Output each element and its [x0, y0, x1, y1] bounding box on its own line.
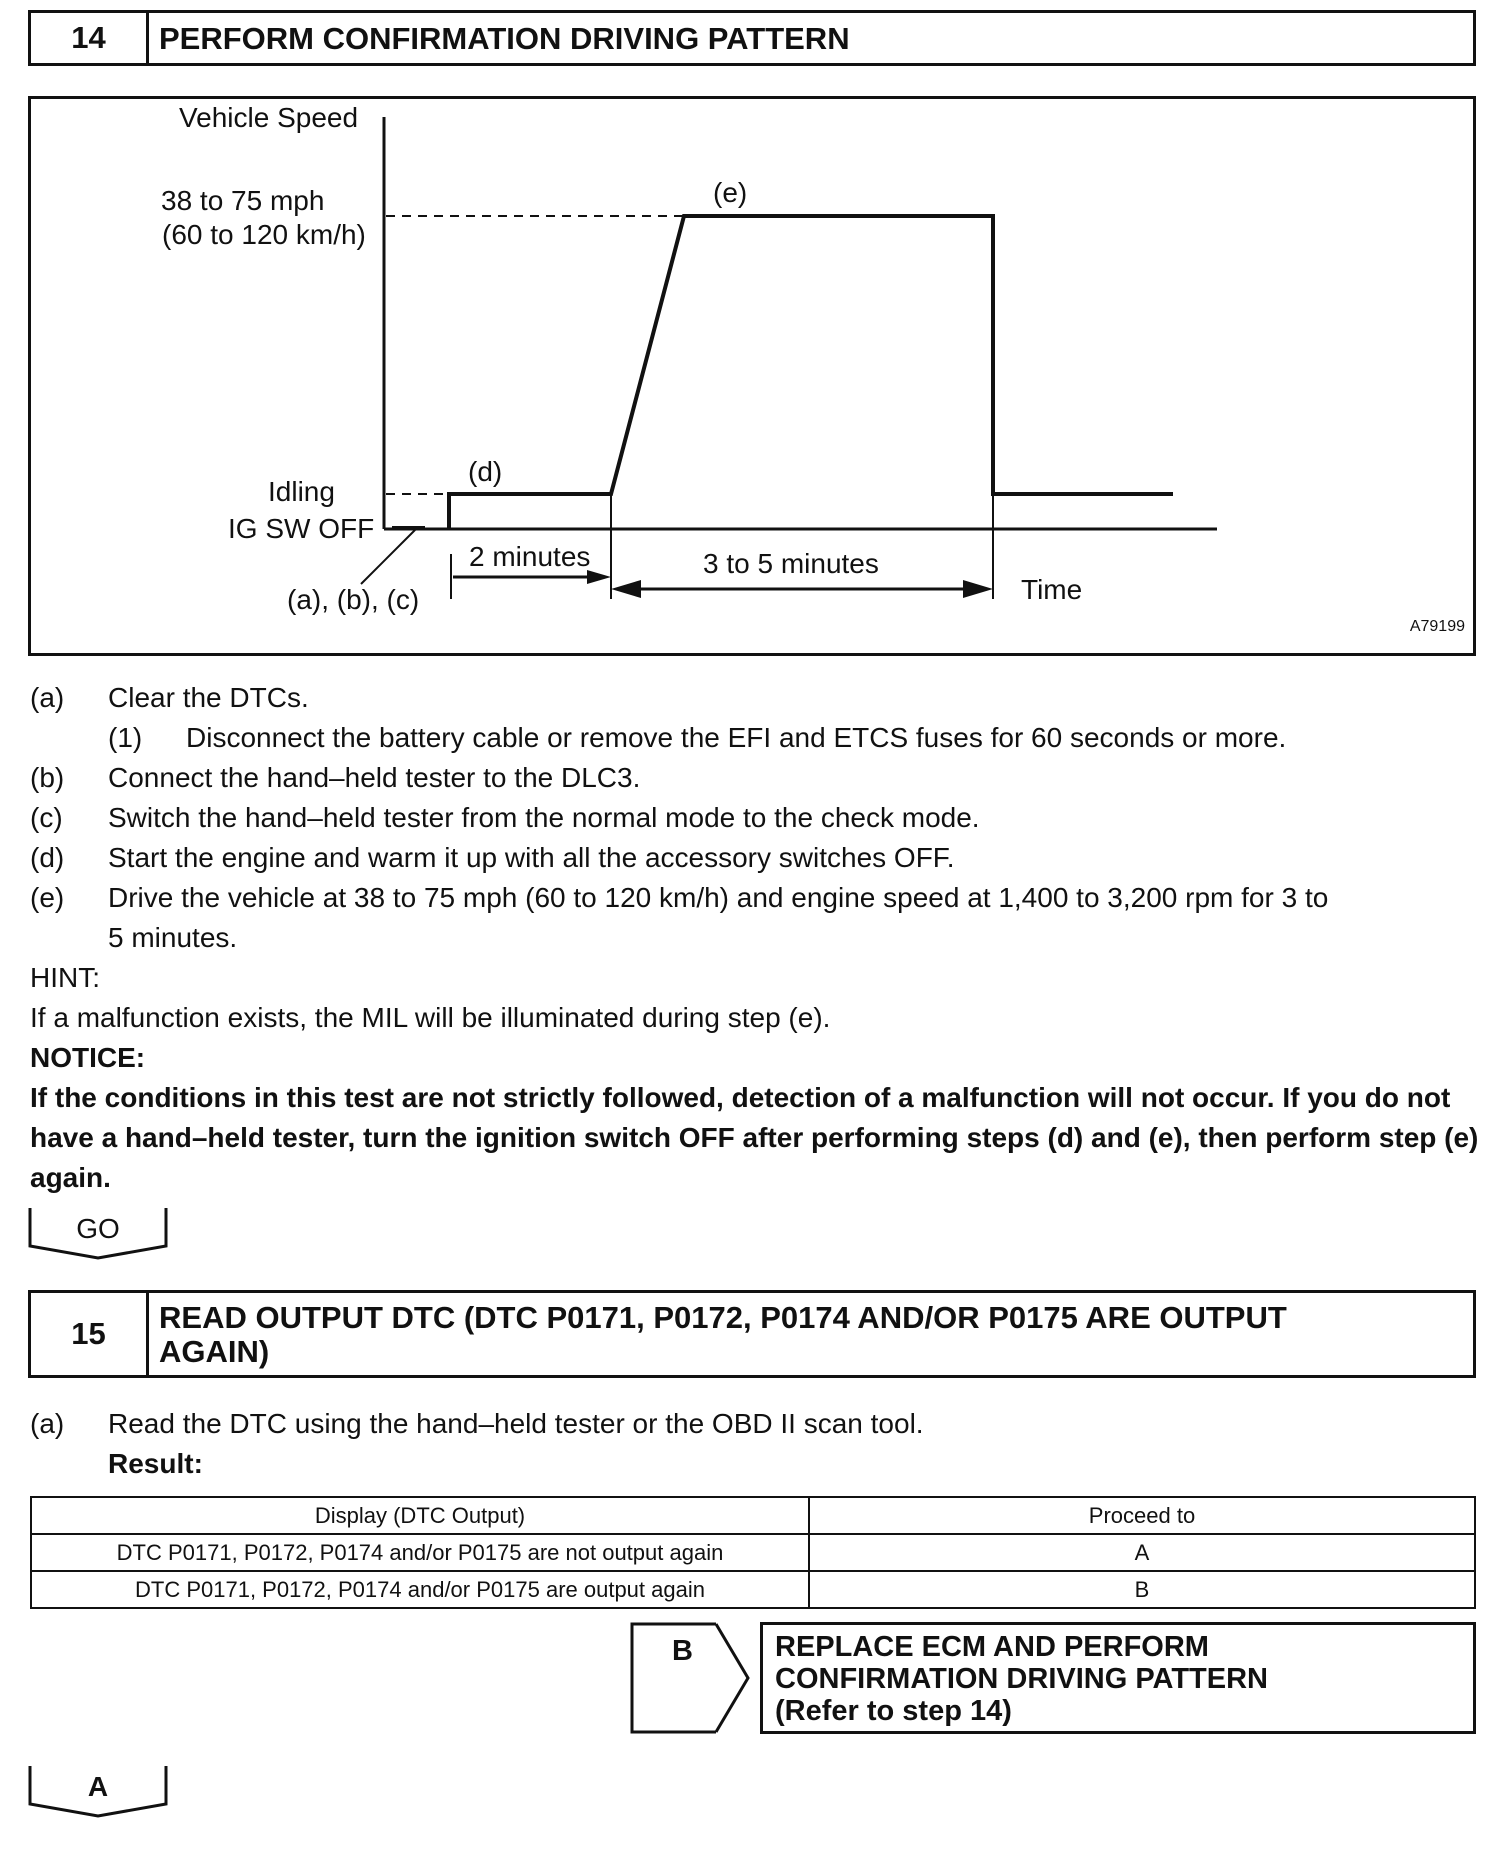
step-15-header	[28, 1290, 1476, 1378]
step-text: Read the DTC using the hand–held tester or the OBD II scan tool.	[108, 1408, 924, 1439]
b-label: B	[672, 1635, 693, 1667]
label-e: (e)	[713, 177, 748, 208]
two-minutes-label: 2 minutes	[469, 541, 591, 572]
step-text: Connect the hand–held tester to the DLC3.	[108, 762, 641, 793]
go-tab[interactable]	[28, 1206, 168, 1260]
driving-pattern-diagram	[28, 96, 1476, 656]
b-outcome-line1: REPLACE ECM AND PERFORM	[775, 1631, 1209, 1663]
result-label: Result:	[108, 1448, 203, 1479]
table-header-cell: Display (DTC Output)	[31, 1497, 809, 1534]
idling-label: Idling	[268, 476, 335, 507]
table-header-row	[31, 1497, 1475, 1534]
step-letter: (d)	[30, 842, 65, 873]
result-table	[30, 1496, 1476, 1609]
three-five-arrowhead-right	[963, 580, 993, 598]
y-axis-label: Vehicle Speed	[179, 102, 359, 133]
step-letter: (a)	[30, 682, 65, 713]
a-label: A	[87, 1771, 109, 1802]
step-title-line1: READ OUTPUT DTC (DTC P0171, P0172, P0174 AND/OR P0175 ARE OUTPUT	[159, 1300, 1287, 1335]
b-outcome-box	[760, 1622, 1476, 1734]
step-letter: (c)	[30, 802, 63, 833]
step-text-continuation: 5 minutes.	[108, 922, 238, 953]
three-five-minutes-label: 3 to 5 minutes	[703, 548, 879, 579]
table-header-cell: Proceed to	[809, 1497, 1475, 1534]
table-cell: B	[809, 1571, 1475, 1608]
step-number: 14	[31, 13, 149, 63]
step-text: Clear the DTCs.	[108, 682, 309, 713]
notice-text: If the conditions in this test are not strictly followed, detection of a malfunction will not occur. If you do not have a hand–held tester, turn the ignition switch OFF after performing steps (d) and (e), then perform step (e) again.	[30, 1082, 1479, 1193]
table-cell: A	[809, 1534, 1475, 1571]
b-outcome-line3: (Refer to step 14)	[775, 1695, 1012, 1727]
time-label: Time	[1021, 574, 1083, 605]
two-minutes-arrowhead	[587, 570, 611, 584]
table-cell: DTC P0171, P0172, P0174 and/or P0175 are not output again	[31, 1534, 809, 1571]
three-five-arrowhead-left	[611, 580, 641, 598]
step-title-line2: AGAIN)	[159, 1334, 270, 1369]
step-text: Start the engine and warm it up with all the accessory switches OFF.	[108, 842, 955, 873]
step-14-header	[28, 10, 1476, 66]
b-tab[interactable]	[630, 1622, 752, 1734]
table-cell: DTC P0171, P0172, P0174 and/or P0175 are output again	[31, 1571, 809, 1608]
figure-code: A79199	[1409, 618, 1465, 635]
hint-text: If a malfunction exists, the MIL will be illuminated during step (e).	[30, 1002, 831, 1033]
step-text: Drive the vehicle at 38 to 75 mph (60 to 120 km/h) and engine speed at 1,400 to 3,200 rpm for 3 to	[108, 882, 1329, 913]
speed-range-label-kmh: (60 to 120 km/h)	[162, 219, 366, 250]
step-letter: (e)	[30, 882, 65, 913]
a-tab[interactable]	[28, 1764, 168, 1818]
label-d: (d)	[468, 456, 503, 487]
table-row	[31, 1571, 1475, 1608]
hint-label: HINT:	[30, 962, 100, 993]
step-letter: (b)	[30, 762, 65, 793]
step-title: PERFORM CONFIRMATION DRIVING PATTERN	[159, 21, 850, 56]
speed-range-label-mph: 38 to 75 mph	[161, 185, 325, 216]
ig-sw-off-label: IG SW OFF	[228, 513, 375, 544]
substep-text: Disconnect the battery cable or remove the EFI and ETCS fuses for 60 seconds or more.	[186, 722, 1287, 753]
go-label: GO	[76, 1213, 120, 1244]
table-row	[31, 1534, 1475, 1571]
substep-number: (1)	[108, 722, 143, 753]
step-text: Switch the hand–held tester from the normal mode to the check mode.	[108, 802, 980, 833]
label-abc: (a), (b), (c)	[287, 584, 420, 615]
notice-label: NOTICE:	[30, 1042, 146, 1073]
step-number: 15	[31, 1293, 149, 1375]
speed-profile-line	[449, 216, 1173, 529]
b-outcome-line2: CONFIRMATION DRIVING PATTERN	[775, 1663, 1268, 1695]
step-letter: (a)	[30, 1408, 65, 1439]
